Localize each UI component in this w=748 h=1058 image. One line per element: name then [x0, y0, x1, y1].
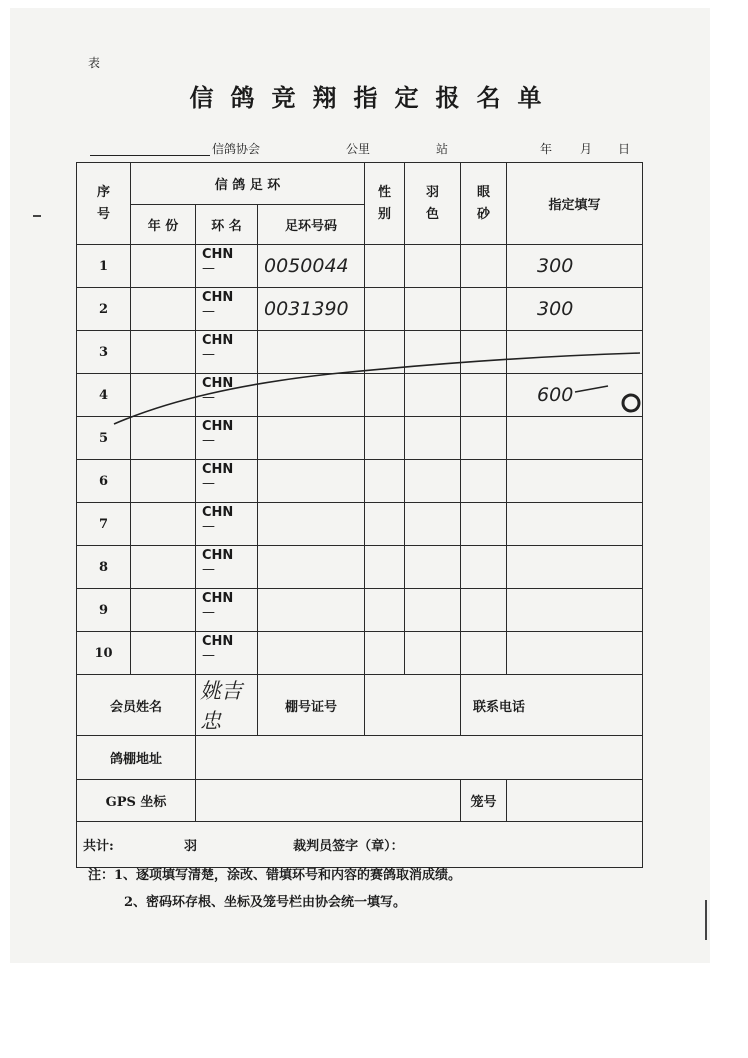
- eye-field[interactable]: [461, 331, 507, 374]
- ring-prefix: CHN —: [196, 589, 258, 632]
- ring-number-field[interactable]: [258, 632, 365, 675]
- ring-number-field[interactable]: [258, 589, 365, 632]
- loft-address-label: 鸽棚地址: [77, 736, 196, 780]
- assign-field[interactable]: 300: [507, 245, 643, 288]
- row-index: 1: [77, 245, 131, 288]
- year-field[interactable]: [131, 331, 196, 374]
- association-blank: [90, 155, 210, 156]
- row-index: 6: [77, 460, 131, 503]
- eye-field[interactable]: [461, 546, 507, 589]
- corner-label: 表: [88, 56, 101, 70]
- year-field[interactable]: [131, 589, 196, 632]
- header-assign: 指定填写: [507, 163, 643, 245]
- date-year: 年: [540, 142, 553, 156]
- ring-prefix: CHN —: [196, 245, 258, 288]
- gps-field[interactable]: [196, 780, 461, 822]
- assign-field[interactable]: [507, 417, 643, 460]
- feather-field[interactable]: [405, 589, 461, 632]
- eye-field[interactable]: [461, 632, 507, 675]
- row-index: 3: [77, 331, 131, 374]
- date-day: 日: [618, 142, 631, 156]
- scan-mark: [33, 215, 41, 217]
- note-2: 2、密码环存根、坐标及笼号栏由协会统一填写。: [124, 895, 407, 910]
- sex-field[interactable]: [365, 632, 405, 675]
- entry-row: [77, 417, 643, 460]
- sex-field[interactable]: [365, 331, 405, 374]
- row-index: 7: [77, 503, 131, 546]
- entry-row: [77, 460, 643, 503]
- ring-prefix: CHN —: [196, 288, 258, 331]
- ring-number-field[interactable]: [258, 546, 365, 589]
- loft-id-label: 棚号证号: [258, 675, 365, 736]
- ring-prefix: CHN —: [196, 632, 258, 675]
- header-ring-number: 足环号码: [258, 205, 365, 245]
- sex-field[interactable]: [365, 503, 405, 546]
- eye-field[interactable]: [461, 245, 507, 288]
- sex-field[interactable]: [365, 589, 405, 632]
- eye-field[interactable]: [461, 417, 507, 460]
- feather-field[interactable]: [405, 288, 461, 331]
- entry-row: [77, 374, 643, 417]
- eye-field[interactable]: [461, 288, 507, 331]
- feather-field[interactable]: [405, 374, 461, 417]
- totals-row: [77, 822, 643, 868]
- entry-row: [77, 331, 643, 374]
- sex-field[interactable]: [365, 288, 405, 331]
- header-year: 年 份: [131, 205, 196, 245]
- year-field[interactable]: [131, 374, 196, 417]
- entry-row: [77, 288, 643, 331]
- assign-field[interactable]: [507, 632, 643, 675]
- row-index: 9: [77, 589, 131, 632]
- sex-field[interactable]: [365, 245, 405, 288]
- judge-sign-label: 裁判员签字（章）：: [293, 839, 404, 854]
- distance-unit: 公里: [346, 142, 371, 156]
- feather-field[interactable]: [405, 503, 461, 546]
- ring-number-field[interactable]: 0050044: [258, 245, 365, 288]
- gps-label: GPS 坐标: [77, 780, 196, 822]
- note-1: 注：1、逐项填写清楚，涂改、错填环号和内容的赛鸽取消成绩。: [88, 868, 462, 883]
- phone-label: 联系电话: [473, 699, 526, 715]
- feather-field[interactable]: [405, 546, 461, 589]
- year-field[interactable]: [131, 417, 196, 460]
- row-index: 10: [77, 632, 131, 675]
- eye-field[interactable]: [461, 589, 507, 632]
- footnotes: [88, 862, 461, 916]
- entry-row: [77, 632, 643, 675]
- year-field[interactable]: [131, 503, 196, 546]
- header-feather: 羽色: [405, 163, 461, 245]
- header-eye: 眼砂: [461, 163, 507, 245]
- assign-field[interactable]: [507, 460, 643, 503]
- feather-field[interactable]: [405, 417, 461, 460]
- page-title: 信鸽竞翔指定报名单: [189, 83, 559, 112]
- eye-field[interactable]: [461, 374, 507, 417]
- scan-mark: [705, 900, 707, 940]
- member-name-value[interactable]: 姚吉忠: [196, 675, 258, 736]
- ring-prefix: CHN —: [196, 331, 258, 374]
- entry-row: [77, 503, 643, 546]
- sex-field[interactable]: [365, 546, 405, 589]
- association-label: 信鸽协会: [212, 142, 261, 156]
- entry-row: [77, 546, 643, 589]
- year-field[interactable]: [131, 245, 196, 288]
- year-field[interactable]: [131, 288, 196, 331]
- row-index: 8: [77, 546, 131, 589]
- header-ring-group: 信 鸽 足 环: [131, 163, 365, 205]
- year-field[interactable]: [131, 460, 196, 503]
- sex-field[interactable]: [365, 417, 405, 460]
- sex-field[interactable]: [365, 460, 405, 503]
- station-label: 站: [436, 142, 449, 156]
- header-ring-name: 环 名: [196, 205, 258, 245]
- ring-prefix: CHN —: [196, 503, 258, 546]
- entry-form-table: [76, 162, 643, 868]
- ring-prefix: CHN —: [196, 374, 258, 417]
- ring-number-field[interactable]: 0031390: [258, 288, 365, 331]
- cage-no-field[interactable]: [507, 780, 643, 822]
- assign-field[interactable]: [507, 589, 643, 632]
- assign-field[interactable]: 600: [507, 374, 643, 417]
- year-field[interactable]: [131, 632, 196, 675]
- phone-cell[interactable]: [461, 675, 643, 736]
- feather-field[interactable]: [405, 245, 461, 288]
- loft-id-field[interactable]: [365, 675, 461, 736]
- entry-row: [77, 589, 643, 632]
- header-index: 序号: [77, 163, 131, 245]
- feather-field[interactable]: [405, 331, 461, 374]
- ring-number-field[interactable]: [258, 460, 365, 503]
- entry-row: [77, 245, 643, 288]
- year-field[interactable]: [131, 546, 196, 589]
- feather-field[interactable]: [405, 632, 461, 675]
- assign-field[interactable]: [507, 331, 643, 374]
- date-month: 月: [580, 142, 593, 156]
- cage-no-label: 笼号: [461, 780, 507, 822]
- ring-prefix: CHN —: [196, 546, 258, 589]
- ring-number-field[interactable]: [258, 374, 365, 417]
- ring-number-field[interactable]: [258, 503, 365, 546]
- eye-field[interactable]: [461, 503, 507, 546]
- ring-number-field[interactable]: [258, 417, 365, 460]
- ring-prefix: CHN —: [196, 460, 258, 503]
- loft-address-field[interactable]: [196, 736, 643, 780]
- row-index: 5: [77, 417, 131, 460]
- member-name-label: 会员姓名: [77, 675, 196, 736]
- header-sex: 性别: [365, 163, 405, 245]
- assign-field[interactable]: [507, 546, 643, 589]
- eye-field[interactable]: [461, 460, 507, 503]
- row-index: 2: [77, 288, 131, 331]
- assign-field[interactable]: 300: [507, 288, 643, 331]
- sex-field[interactable]: [365, 374, 405, 417]
- row-index: 4: [77, 374, 131, 417]
- ring-prefix: CHN —: [196, 417, 258, 460]
- feather-unit: 羽: [183, 839, 197, 854]
- ring-number-field[interactable]: [258, 331, 365, 374]
- feather-field[interactable]: [405, 460, 461, 503]
- total-label: 共计:: [83, 839, 114, 854]
- assign-field[interactable]: [507, 503, 643, 546]
